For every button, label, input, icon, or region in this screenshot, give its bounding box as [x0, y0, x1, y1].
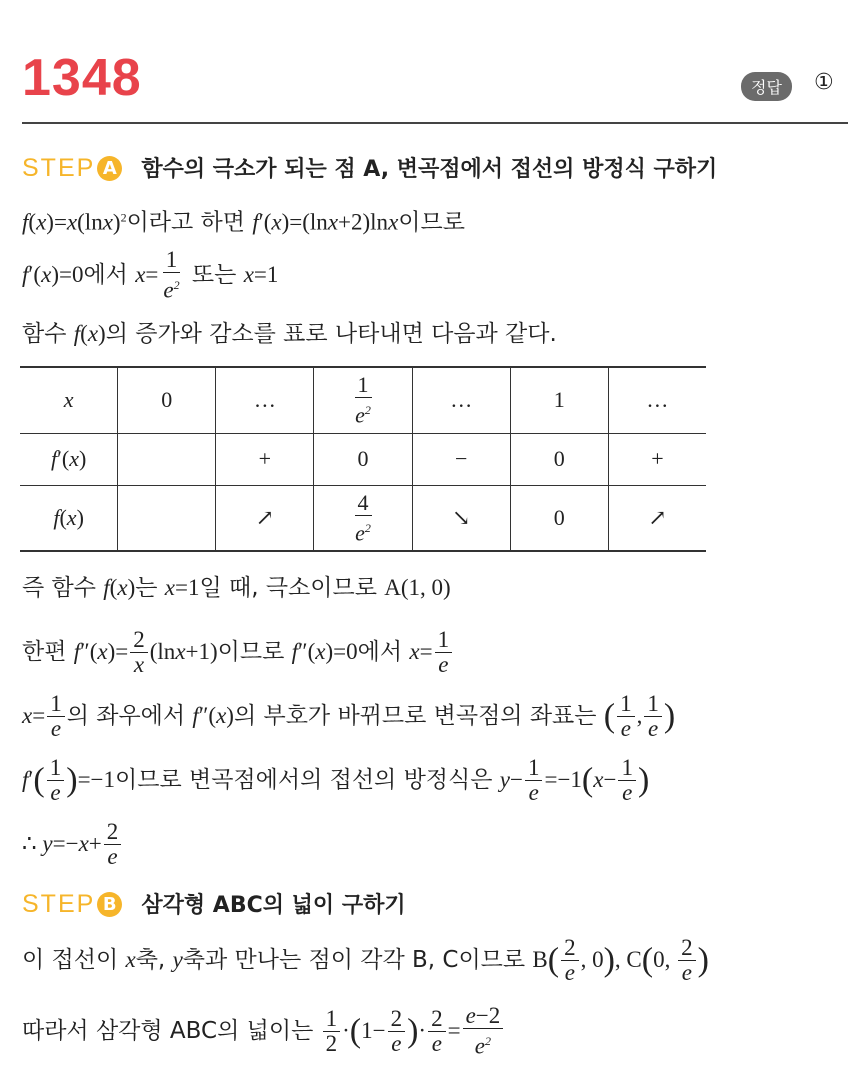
- table-cell: −: [412, 433, 510, 485]
- table-row-f: [20, 485, 706, 551]
- line-9: 이 접선이 x축, y축과 만나는 점이 각각 B, C이므로 B( $\frac{2}{e}$ , 0), C(0, $\frac{2}{e}$ ): [22, 935, 709, 985]
- table-cell: [118, 485, 216, 551]
- problem-number: 1348: [22, 49, 142, 107]
- table-row-fprime: [20, 433, 706, 485]
- step-b-label: STEP: [22, 890, 96, 918]
- line-8: ∴ y=−x+ $\frac{2}{e}$: [22, 820, 123, 869]
- table-cell: ↗: [216, 485, 314, 551]
- line-1: $f(x)=x(\ln x)^2$이라고 하면 f′(x)=(lnx+2)lnx이므로: [22, 209, 465, 236]
- table-cell: 0: [510, 485, 608, 551]
- step-a-label: STEP: [22, 154, 96, 182]
- table-cell: 0: [314, 433, 412, 485]
- table-cell: 1: [510, 367, 608, 433]
- table-cell: 0: [510, 433, 608, 485]
- line-2: f′(x)=0에서 x= $\frac{1}{e^2}$ 또는 x=1: [22, 247, 279, 303]
- table-cell: $\frac{4}{e^2}$: [314, 485, 412, 551]
- table-cell: x: [63, 387, 74, 413]
- line-6: x= $\frac{1}{e}$ 의 좌우에서 f″(x)의 부호가 바뀌므로 변곡점의 좌표는 ( $\frac{1}{e}$ , $\frac{1}{e}$ ): [22, 691, 676, 741]
- step-b-badge: B: [97, 892, 122, 917]
- line-4: 즉 함수 f(x)는 x=1일 때, 극소이므로 A(1, 0): [22, 575, 451, 601]
- table-cell: …: [412, 367, 510, 433]
- answer-value: ①: [814, 70, 834, 95]
- step-a-title: 함수의 극소가 되는 점 A, 변곡점에서 접선의 방정식 구하기: [141, 157, 718, 182]
- table-cell: $\frac{1}{e^2}$: [314, 367, 412, 433]
- table-cell: …: [608, 367, 706, 433]
- table-row-x: [20, 367, 706, 433]
- step-a-heading: [22, 152, 717, 183]
- table-cell: ↗: [608, 485, 706, 551]
- line-10: 따라서 삼각형 ABC의 넓이는 $\frac{1}{2}$ ·(1− $\frac{2}{e}$ )· $\frac{2}{e}$ = $\frac{e-2}{e^2}$: [22, 1004, 505, 1059]
- line-3: 함수 f(x)의 증가와 감소를 표로 나타내면 다음과 같다.: [22, 321, 557, 347]
- table-cell: f(x): [53, 504, 84, 530]
- table-cell: +: [216, 433, 314, 485]
- step-b-title: 삼각형 ABC의 넓이 구하기: [141, 893, 406, 918]
- line-7: f′( $\frac{1}{e}$ )=−1이므로 변곡점에서의 접선의 방정식은 y− $\frac{1}{e}$ =−1(x− $\frac{1}{e}$ ): [22, 755, 650, 805]
- table-cell: [118, 433, 216, 485]
- table-cell: f′(x): [50, 446, 87, 471]
- line-5: 한편 f″(x)= $\frac{2}{x}$ (lnx+1)이므로 f″(x)=0에서 x= $\frac{1}{e}$: [22, 628, 454, 677]
- step-a-badge: A: [97, 156, 122, 181]
- step-b-heading: [22, 888, 406, 919]
- increase-decrease-table: [20, 366, 706, 552]
- table-cell: …: [216, 367, 314, 433]
- answer-badge: 정답: [741, 72, 792, 101]
- table-cell: 0: [118, 367, 216, 433]
- table-cell: ↘: [412, 485, 510, 551]
- table-cell: +: [608, 433, 706, 485]
- header-divider: [22, 122, 848, 124]
